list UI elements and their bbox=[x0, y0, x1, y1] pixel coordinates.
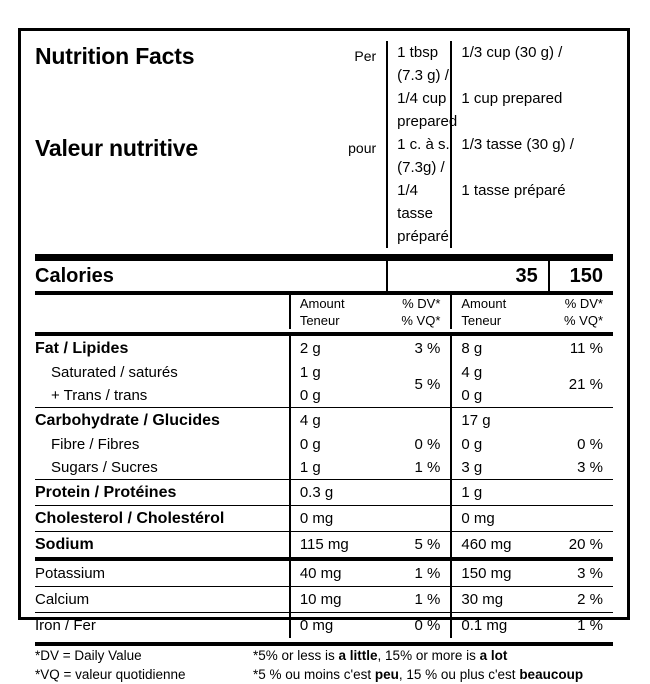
footnote-row-fr bbox=[35, 665, 613, 684]
row-label: + Trans / trans bbox=[51, 387, 148, 404]
row-dv-1 bbox=[387, 408, 451, 433]
row-amount-1: 10 mg bbox=[290, 587, 387, 613]
footnote-vq-bold2: beaucoup bbox=[519, 667, 584, 682]
row-amount-1: 2 g bbox=[290, 336, 387, 361]
footnote-vq-mid: , 15 % ou plus c'est bbox=[398, 667, 520, 682]
footnote-dv-bold1: a little bbox=[338, 648, 378, 663]
row-dv-2 bbox=[549, 480, 613, 506]
row-dv-1: 0 % bbox=[414, 436, 441, 453]
serving-2-line4: 1 tasse préparé bbox=[451, 179, 613, 248]
row-label: Carbohydrate / Glucides bbox=[35, 412, 220, 429]
table-row bbox=[35, 384, 613, 408]
row-dv-2: 11 % bbox=[569, 340, 603, 357]
row-label: Sodium bbox=[35, 536, 94, 553]
calories-row bbox=[35, 261, 613, 291]
dv-header-fr-1: % VQ* bbox=[401, 313, 441, 328]
title-english: Nutrition Facts bbox=[35, 43, 195, 69]
calories-value-2: 150 bbox=[549, 261, 613, 291]
row-amount-1: 1 g bbox=[290, 456, 387, 480]
row-amount-2: 0 g bbox=[451, 433, 548, 456]
amount-header-fr-1: Teneur bbox=[290, 312, 387, 329]
row-label: Iron / Fer bbox=[35, 617, 96, 634]
footnote-dv-bold2: a lot bbox=[479, 648, 508, 663]
row-amount-1: 4 g bbox=[290, 408, 387, 433]
row-dv-1: 1 % bbox=[414, 591, 441, 608]
row-amount-1: 0 g bbox=[290, 384, 387, 408]
table-row bbox=[35, 587, 613, 613]
dv-header-en-2: % DV* bbox=[564, 296, 603, 311]
footnote-dv-mid: , 15% or more is bbox=[377, 648, 480, 663]
column-header-spacer-2 bbox=[35, 312, 290, 329]
nutrition-facts-panel bbox=[18, 28, 630, 682]
row-amount-1: 0 mg bbox=[290, 613, 387, 638]
table-row bbox=[35, 613, 613, 638]
table-row bbox=[35, 408, 613, 433]
row-dv-1: 5 % bbox=[414, 375, 441, 393]
spacer-cell-a bbox=[35, 87, 290, 133]
row-amount-2: 460 mg bbox=[451, 532, 548, 559]
row-dv-2: 3 % bbox=[577, 459, 603, 476]
table-row bbox=[35, 456, 613, 480]
table-row bbox=[35, 336, 613, 361]
row-amount-1: 0.3 g bbox=[290, 480, 387, 506]
table-row bbox=[35, 480, 613, 506]
spacer-cell-c bbox=[35, 179, 290, 248]
row-amount-2: 150 mg bbox=[451, 561, 548, 587]
table-row bbox=[35, 561, 613, 587]
table-row bbox=[35, 506, 613, 532]
row-amount-2: 4 g bbox=[451, 361, 548, 384]
row-amount-2: 8 g bbox=[451, 336, 548, 361]
footnotes bbox=[35, 646, 613, 684]
spacer-cell-d bbox=[290, 179, 387, 248]
calories-label: Calories bbox=[35, 265, 114, 287]
calories-value-1: 35 bbox=[387, 261, 549, 291]
serving-2-line2: 1 cup prepared bbox=[451, 87, 613, 133]
footnote-dv-left: *DV = Daily Value bbox=[35, 648, 142, 663]
serving-2-line1: 1/3 cup (30 g) / bbox=[451, 41, 613, 87]
footnote-dv-pre: *5% or less is bbox=[253, 648, 339, 663]
row-dv-1: 0 % bbox=[414, 617, 441, 634]
row-amount-1: 115 mg bbox=[290, 532, 387, 559]
row-label: Fat / Lipides bbox=[35, 340, 129, 357]
row-dv-2 bbox=[549, 506, 613, 532]
row-dv-1: 1 % bbox=[414, 459, 441, 476]
row-dv-2: 2 % bbox=[577, 591, 603, 608]
row-label: Fibre / Fibres bbox=[51, 436, 140, 453]
serving-line4-row bbox=[35, 179, 613, 248]
rule-under-header bbox=[35, 248, 613, 261]
row-label: Calcium bbox=[35, 591, 90, 608]
row-dv-2: 3 % bbox=[577, 565, 603, 582]
row-dv-1 bbox=[387, 480, 451, 506]
serving-1-line3: 1 c. à s. (7.3g) / bbox=[387, 133, 451, 179]
nutrition-table bbox=[35, 41, 613, 646]
table-row bbox=[35, 361, 613, 384]
row-amount-2: 0 g bbox=[451, 384, 548, 408]
column-header-row-1 bbox=[35, 295, 613, 312]
row-dv-2: 1 % bbox=[577, 617, 603, 634]
spacer-cell-b bbox=[290, 87, 387, 133]
row-amount-2: 17 g bbox=[451, 408, 548, 433]
row-amount-1: 0 g bbox=[290, 433, 387, 456]
serving-1-line1: 1 tbsp (7.3 g) / bbox=[387, 41, 451, 87]
title-row-english bbox=[35, 41, 613, 87]
row-amount-2: 3 g bbox=[451, 456, 548, 480]
row-dv-1: 3 % bbox=[414, 340, 441, 357]
serving-1-line2: 1/4 cup prepared bbox=[387, 87, 451, 133]
serving-1-line4: 1/4 tasse préparé bbox=[387, 179, 451, 248]
footnote-vq-right bbox=[253, 665, 613, 684]
column-header-row-2 bbox=[35, 312, 613, 329]
footnote-vq-bold1: peu bbox=[374, 667, 399, 682]
row-label: Potassium bbox=[35, 565, 106, 582]
row-label: Protein / Protéines bbox=[35, 484, 177, 501]
row-amount-2: 0 mg bbox=[451, 506, 548, 532]
row-amount-2: 0.1 mg bbox=[451, 613, 548, 638]
footnote-vq-pre: *5 % ou moins c'est bbox=[253, 667, 375, 682]
dv-header-en-1: % DV* bbox=[402, 296, 441, 311]
row-label: Cholesterol / Cholestérol bbox=[35, 510, 225, 527]
per-label-english: Per bbox=[354, 48, 377, 64]
row-dv-1 bbox=[387, 506, 451, 532]
footnote-vq-left: *VQ = valeur quotidienne bbox=[35, 667, 186, 682]
row-amount-2: 30 mg bbox=[451, 587, 548, 613]
title-row-french bbox=[35, 133, 613, 179]
row-label: Saturated / saturés bbox=[51, 364, 178, 381]
amount-header-en-2: Amount bbox=[451, 295, 548, 312]
serving-line2-row bbox=[35, 87, 613, 133]
per-label-french: pour bbox=[348, 140, 377, 156]
row-amount-2: 1 g bbox=[451, 480, 548, 506]
column-header-spacer bbox=[35, 295, 290, 312]
dv-header-fr-2: % VQ* bbox=[563, 313, 603, 328]
rule-above-footnotes bbox=[35, 638, 613, 646]
row-dv-2 bbox=[549, 408, 613, 433]
title-french: Valeur nutritive bbox=[35, 135, 198, 161]
row-amount-1: 1 g bbox=[290, 361, 387, 384]
footnote-row-en bbox=[35, 646, 613, 665]
row-dv-2: 0 % bbox=[577, 436, 603, 453]
table-row bbox=[35, 433, 613, 456]
divider-thick bbox=[35, 254, 613, 261]
row-dv-2: 21 % bbox=[568, 375, 603, 393]
row-dv-1: 5 % bbox=[414, 536, 441, 553]
amount-header-en-1: Amount bbox=[290, 295, 387, 312]
row-dv-1: 1 % bbox=[414, 565, 441, 582]
table-row bbox=[35, 532, 613, 559]
row-label: Sugars / Sucres bbox=[51, 459, 158, 476]
amount-header-fr-2: Teneur bbox=[451, 312, 548, 329]
footnote-dv-right bbox=[253, 646, 613, 665]
rule-under-column-headers bbox=[35, 329, 613, 336]
serving-2-line3: 1/3 tasse (30 g) / bbox=[451, 133, 613, 179]
row-dv-2: 20 % bbox=[568, 536, 603, 553]
row-amount-1: 0 mg bbox=[290, 506, 387, 532]
row-amount-1: 40 mg bbox=[290, 561, 387, 587]
